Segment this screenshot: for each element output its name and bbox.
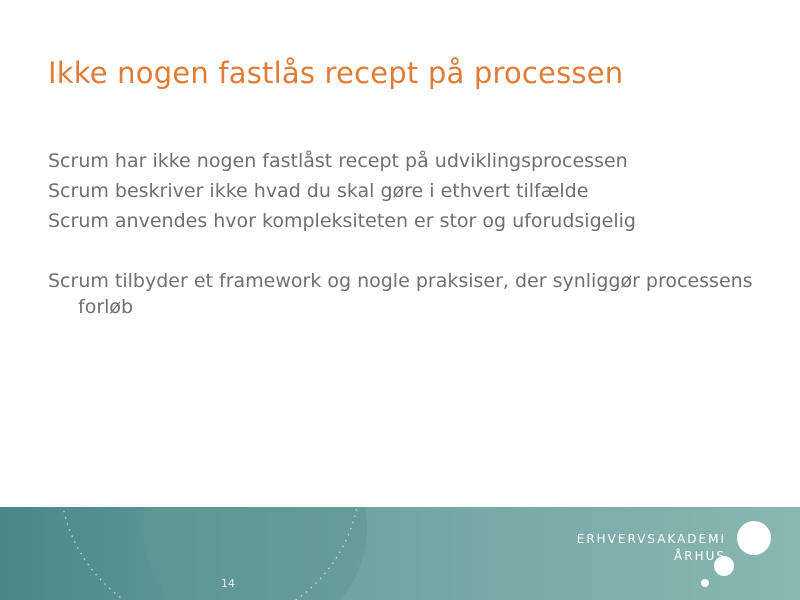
logo-circle-large bbox=[737, 521, 771, 555]
bullet-2: Scrum beskriver ikke hvad du skal gøre i ethvert tilfælde bbox=[48, 180, 589, 202]
bullet-4: Scrum tilbyder et framework og nogle praksiser, der synliggør processens forløb bbox=[48, 270, 753, 318]
slide-title: Ikke nogen fastlås recept på processen bbox=[48, 56, 624, 90]
bullet-1: Scrum har ikke nogen fastlåst recept på udviklingsprocessen bbox=[48, 150, 628, 172]
page-number: 14 bbox=[221, 577, 235, 590]
bullet-3: Scrum anvendes hvor kompleksiteten er stor og uforudsigelig bbox=[48, 210, 636, 232]
logo-wordmark bbox=[577, 531, 726, 565]
large-circle-shape bbox=[143, 507, 367, 600]
logo-line-1: ERHVERVSAKADEMI bbox=[576, 532, 726, 546]
logo-line-2: ÅRHUS bbox=[674, 549, 726, 563]
slide-body bbox=[48, 146, 768, 320]
logo-circle-small bbox=[701, 579, 709, 587]
footer-band bbox=[0, 507, 800, 600]
